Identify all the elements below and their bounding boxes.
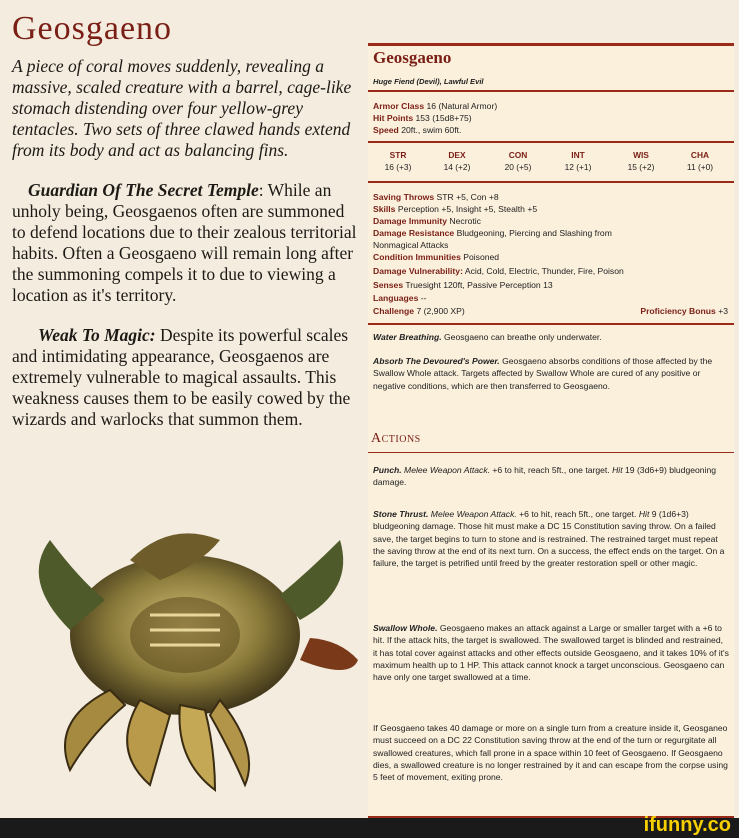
proficiency-line: Proficiency Bonus +3 xyxy=(640,306,728,316)
stat-block xyxy=(368,43,734,819)
ability-int-label: INT xyxy=(571,150,585,160)
divider xyxy=(368,323,734,325)
ability-cha-label: CHA xyxy=(690,150,710,160)
languages-line: Languages -- xyxy=(373,293,427,303)
ability-str-value: 16 (+3) xyxy=(384,162,412,172)
challenge-line: Challenge 7 (2,900 XP) xyxy=(373,306,465,316)
lore-paragraph-weak xyxy=(12,325,362,430)
divider xyxy=(368,181,734,183)
speed-line: Speed 20ft., swim 60ft. xyxy=(373,125,462,135)
lore-lead-weak: Weak To Magic: xyxy=(38,325,156,345)
footer-bar xyxy=(0,818,739,838)
saving-throws-line: Saving Throws STR +5, Con +8 xyxy=(373,192,499,202)
action-stone-thrust: Stone Thrust. Melee Weapon Attack. +6 to hit, reach 5ft., one target. Hit 9 (1d6+3) bludgeoning damage. Those hit must make a DC 15 Constitution saving throw. On a failed save, the target begins to turn to stone and is restrained. The restrained target must repeat the saving throw at the end of its next turn. On a success, the effect ends on the target. On a failure, the target is petrified until freed by the greater restoration spell or other magic. xyxy=(373,509,725,569)
divider xyxy=(368,141,734,143)
ability-dex-value: 14 (+2) xyxy=(443,162,471,172)
damage-immunity-line: Damage Immunity Necrotic xyxy=(373,216,481,226)
ability-con-label: CON xyxy=(508,150,528,160)
action-punch: Punch. Melee Weapon Attack. +6 to hit, reach 5ft., one target. Hit 19 (3d6+9) bludgeoning damage. xyxy=(373,465,717,488)
lore-text-weak: Despite its powerful scales and intimidating appearance, Geosgaenos are extremely vulnerable to magical assaults. This weakness causes them to be easily cowed by the wizards and warlocks that summon them. xyxy=(12,325,351,429)
action-swallow-whole: Swallow Whole. Geosgaeno makes an attack against a Large or smaller target with a +6 to hit. If the attack hits, the target is swallowed. The swallowed target is blinded and restrained, it has total cover against attacks and other effects outside Geosgaeno, and it takes 10% of it's maximum health up to 1 HP. This attack cannot knock a target unconscious. Geosgaeno can have only one target swallowed at a time. xyxy=(373,623,729,683)
senses-line: Senses Truesight 120ft, Passive Perception 13 xyxy=(373,280,553,290)
statblock-subtitle: Huge Fiend (Devil), Lawful Evil xyxy=(373,77,484,86)
skills-line: Skills Perception +5, Insight +5, Stealth +5 xyxy=(373,204,538,214)
intro-text: A piece of coral moves suddenly, revealing a massive, scaled creature with a barrel, cage-like stomach distending over four yellow-grey tentacles. Two sets of three clawed hands extend from its body and act as balancing fins. xyxy=(12,56,352,160)
damage-resistance-line: Damage Resistance Bludgeoning, Piercing and Slashing from xyxy=(373,228,612,238)
lore-column xyxy=(12,56,362,449)
page-title: Geosgaeno xyxy=(12,10,173,47)
actions-heading: Actions xyxy=(371,431,421,446)
ability-con-value: 20 (+5) xyxy=(504,162,532,172)
statblock-name: Geosgaeno xyxy=(373,48,452,67)
lore-paragraph-guardian xyxy=(12,180,362,306)
creature-illustration xyxy=(10,520,360,800)
ability-wis-label: WIS xyxy=(633,150,649,160)
damage-resistance-continued: Nonmagical Attacks xyxy=(373,240,449,250)
lore-text-guardian: While an unholy being, Geosgaenos often are summoned to defend locations due to their zealous territorial habits. Often a Geosgaeno will remain long after the summoning compels it to due to viewing a location as it's territory. xyxy=(12,180,357,305)
hit-points-line: Hit Points 153 (15d8+75) xyxy=(373,113,472,123)
ability-wis-value: 15 (+2) xyxy=(627,162,655,172)
ability-int-value: 12 (+1) xyxy=(564,162,592,172)
ability-dex-label: DEX xyxy=(448,150,466,160)
ability-cha-value: 11 (+0) xyxy=(686,162,714,172)
ability-str-label: STR xyxy=(389,150,407,160)
armor-class-line: Armor Class 16 (Natural Armor) xyxy=(373,101,498,111)
condition-immunities-line: Condition Immunities Poisoned xyxy=(373,252,500,262)
trait-water-breathing: Water Breathing. Geosgaeno can breathe only underwater. xyxy=(373,332,602,342)
watermark: ifunny.co xyxy=(643,814,731,836)
lore-sep-guardian: : xyxy=(258,180,264,200)
divider xyxy=(368,452,734,453)
damage-vulnerability-line: Damage Vulnerability: Acid, Cold, Electric, Thunder, Fire, Poison xyxy=(373,266,624,276)
divider xyxy=(368,90,734,92)
closing-paragraph: If Geosgaeno takes 40 damage or more on a single turn from a creature inside it, Geosganeo must succeed on a DC 22 Constitution saving throw at the end of the turn or regurgitate all swallowed creatures, which fall prone in a space within 10 feet of Geosgaeno. If Geosgaeno dies, a swallowed creature is no longer restrained by it and can escape from the corpse using 5 feet of movement, exiting prone. xyxy=(373,723,728,783)
lore-lead-guardian: Guardian Of The Secret Temple xyxy=(28,180,259,200)
trait-absorb: Absorb The Devoured's Power. Geosgaeno absorbs conditions of those affected by the Swallow Whole attack. Targets affected by Swallow Whole are cured of any positive or negative conditions, which are then transferred to Geosgaeno. xyxy=(373,356,713,391)
